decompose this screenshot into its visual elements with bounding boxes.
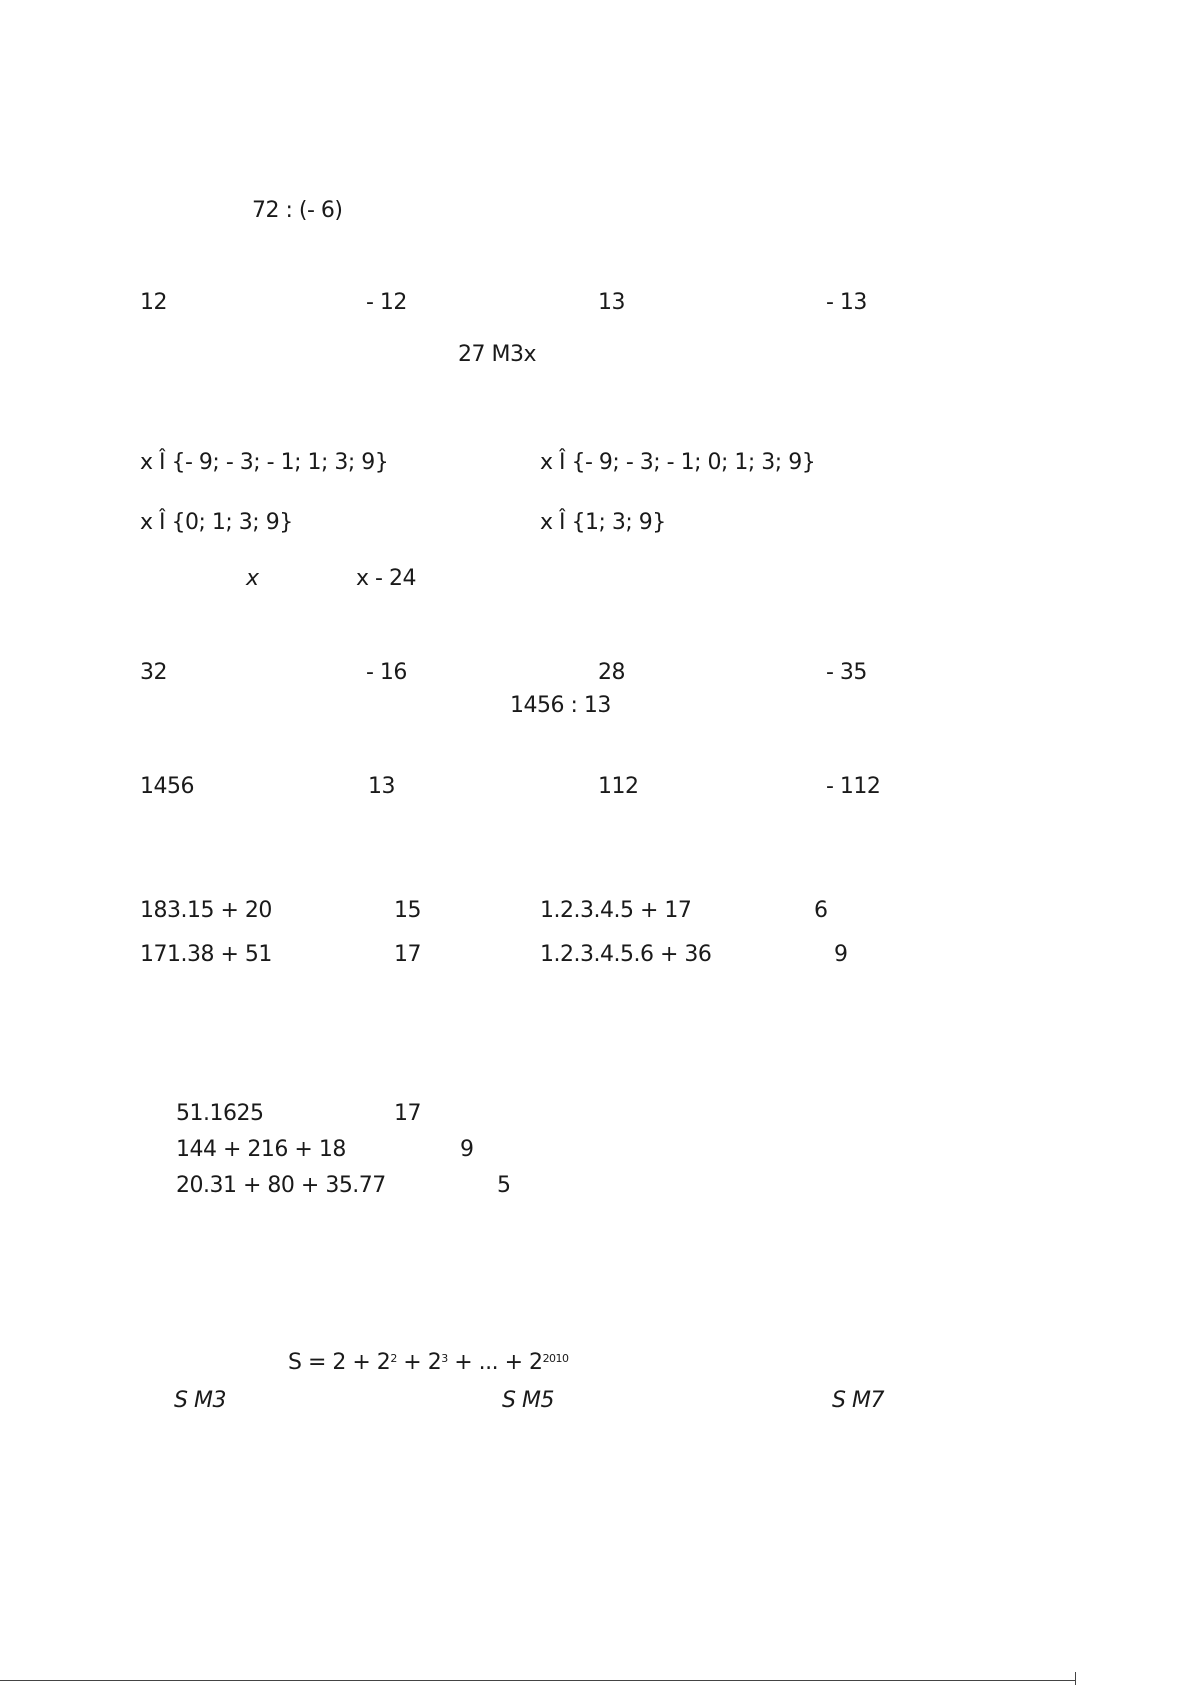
q5-expr-b: 1.2.3.4.5 + 17 <box>540 898 692 923</box>
q3-variable: x <box>246 566 259 591</box>
q5-num-a: 15 <box>394 898 421 923</box>
q5-expr-a: 183.15 + 20 <box>140 898 272 923</box>
q3-option-d: - 35 <box>826 660 867 685</box>
q6-num-b: 9 <box>460 1137 474 1162</box>
q3-option-c: 28 <box>598 660 625 685</box>
q4-option-b: 13 <box>368 774 395 799</box>
q5-num-d: 9 <box>834 942 848 967</box>
q3-expression: x - 24 <box>356 566 416 591</box>
q4-option-c: 112 <box>598 774 639 799</box>
q6-num-c: 5 <box>497 1173 511 1198</box>
q3-option-a: 32 <box>140 660 167 685</box>
q7-option-b: S M5 <box>502 1388 554 1413</box>
q4-option-a: 1456 <box>140 774 194 799</box>
q2-expression: 27 M3x <box>458 342 536 367</box>
q7-option-a: S M3 <box>174 1388 226 1413</box>
q1-option-d: - 13 <box>826 290 867 315</box>
footer-corner-mark <box>1075 1672 1076 1685</box>
q5-expr-d: 1.2.3.4.5.6 + 36 <box>540 942 712 967</box>
q2-option-b: x Î {- 9; - 3; - 1; 0; 1; 3; 9} <box>540 450 816 475</box>
q1-expression: 72 : (- 6) <box>252 198 343 223</box>
q1-option-c: 13 <box>598 290 625 315</box>
q6-expr-b: 144 + 216 + 18 <box>176 1137 346 1162</box>
q2-option-c: x Î {0; 1; 3; 9} <box>140 510 293 535</box>
q2-option-a: x Î {- 9; - 3; - 1; 1; 3; 9} <box>140 450 389 475</box>
q4-expression: 1456 : 13 <box>510 693 611 718</box>
q3-option-b: - 16 <box>366 660 407 685</box>
footer-divider <box>0 1680 1075 1681</box>
q6-num-a: 17 <box>394 1101 421 1126</box>
q2-option-d: x Î {1; 3; 9} <box>540 510 666 535</box>
q6-expr-c: 20.31 + 80 + 35.77 <box>176 1173 386 1198</box>
q4-option-d: - 112 <box>826 774 881 799</box>
q5-num-c: 17 <box>394 942 421 967</box>
q1-option-a: 12 <box>140 290 167 315</box>
q6-expr-a: 51.1625 <box>176 1101 264 1126</box>
q1-option-b: - 12 <box>366 290 407 315</box>
q7-sum-expression: $S = 2 + 2^2 + 2^3$ + ... + $2^{2010}$ <box>288 1350 569 1375</box>
q7-option-c: S M7 <box>832 1388 884 1413</box>
q5-num-b: 6 <box>814 898 828 923</box>
q5-expr-c: 171.38 + 51 <box>140 942 272 967</box>
